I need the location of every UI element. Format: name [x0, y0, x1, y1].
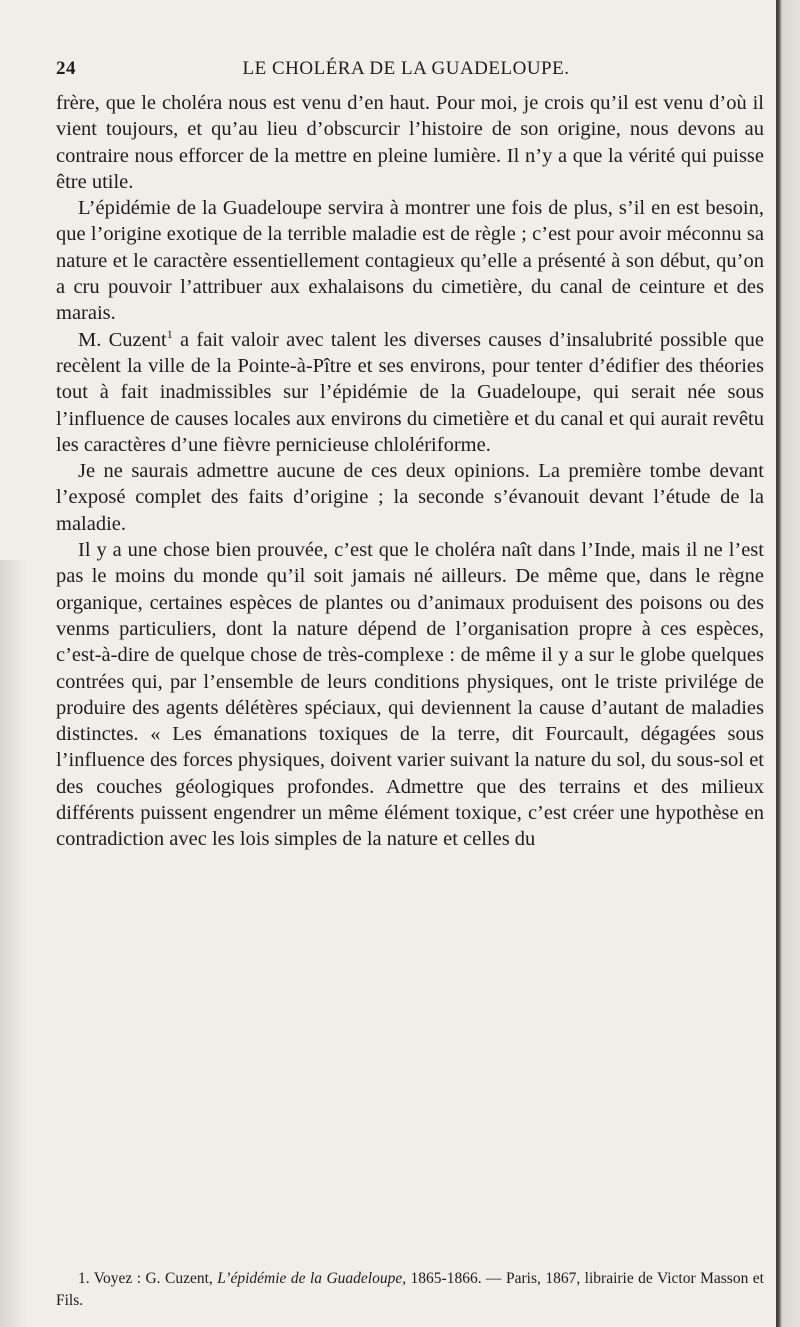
body-text	[56, 90, 764, 853]
footnote-number: 1.	[78, 1270, 90, 1287]
footnote-suffix: 1865-1866. — Paris, 1867, librairie de Victor Masson et Fils.	[56, 1270, 764, 1309]
page-number: 24	[56, 58, 76, 79]
paragraph: Je ne saurais admettre aucune de ces deux opinions. La première tombe devant l’exposé complet des faits d’origine ; la seconde s’évanouit devant l’étude de la maladie.	[56, 460, 764, 535]
footnote-text	[56, 1268, 764, 1312]
paragraph-rest: a fait valoir avec talent les diverses causes d’insalubrité possible que recèlent la ville de la Pointe-à-Pître et ses environs, pour tenter d’édifier des théories tout à fait inadmissibles sur l’épidémie de la Guadeloupe, qui serait née sous l’influence de causes locales aux environs du cimetière et du canal et qui aurait revêtu les caractères d’une fièvre pernicieuse chlolériforme.	[56, 328, 765, 456]
footnote-marker[interactable]: 1	[166, 326, 173, 341]
paragraph-lead: M. Cuzent	[78, 328, 167, 351]
footnote-title: L’épidémie de la Guadeloupe,	[217, 1270, 407, 1287]
running-header	[56, 58, 756, 88]
footnote	[56, 1268, 764, 1312]
paragraph	[56, 327, 764, 458]
paragraph: L’épidémie de la Guadeloupe servira à montrer une fois de plus, s’il en est besoin, que l’origine exotique de la terrible maladie est de règle ; c’est pour avoir méconnu sa nature et le caractère essentiellement contagieux qu’elle a présenté à son début, qu’on a cru pouvoir l’attribuer aux exhalaisons du cimetière, du canal de ceinture et des marais.	[56, 197, 764, 325]
page-shadow	[0, 560, 28, 1327]
book-spine-edge	[776, 0, 800, 1327]
paragraph: Il y a une chose bien prouvée, c’est que le choléra naît dans l’Inde, mais il ne l’est pas le moins du monde qu’il soit jamais né ailleurs. De même que, dans le règne organique, certaines espèces de plantes ou d’animaux produisent des poisons ou des venms particuliers, dont la nature dépend de l’organisation propre à ces espèces, c’est-à-dire de quelque chose de très-complexe : de même il y a sur le globe quelques contrées qui, par l’ensemble de leurs conditions physiques, ont le triste privilége de produire des agents délétères spéciaux, qui deviennent la cause d’autant de maladies distinctes. « Les émanations toxiques de la terre, dit Fourcault, dégagées sous l’influence des forces physiques, doivent varier suivant la nature du sol, du sous-sol et des couches géologiques profondes. Admettre que des terrains et des milieux différents puissent engendrer un même élément toxique, c’est créer une hypothèse en contradiction avec les lois simples de la nature et celles du	[56, 539, 764, 851]
footnote-prefix: Voyez : G. Cuzent,	[89, 1270, 218, 1287]
running-title: LE CHOLÉRA DE LA GUADELOUPE.	[242, 58, 570, 79]
paragraph: frère, que le choléra nous est venu d’en haut. Pour moi, je crois qu’il est venu d’où il vient toujours, et qu’au lieu d’obscurcir l’histoire de son origine, nous devons au contraire nous efforcer de la mettre en pleine lumière. Il n’y a que la vérité qui puisse être utile.	[56, 92, 764, 193]
